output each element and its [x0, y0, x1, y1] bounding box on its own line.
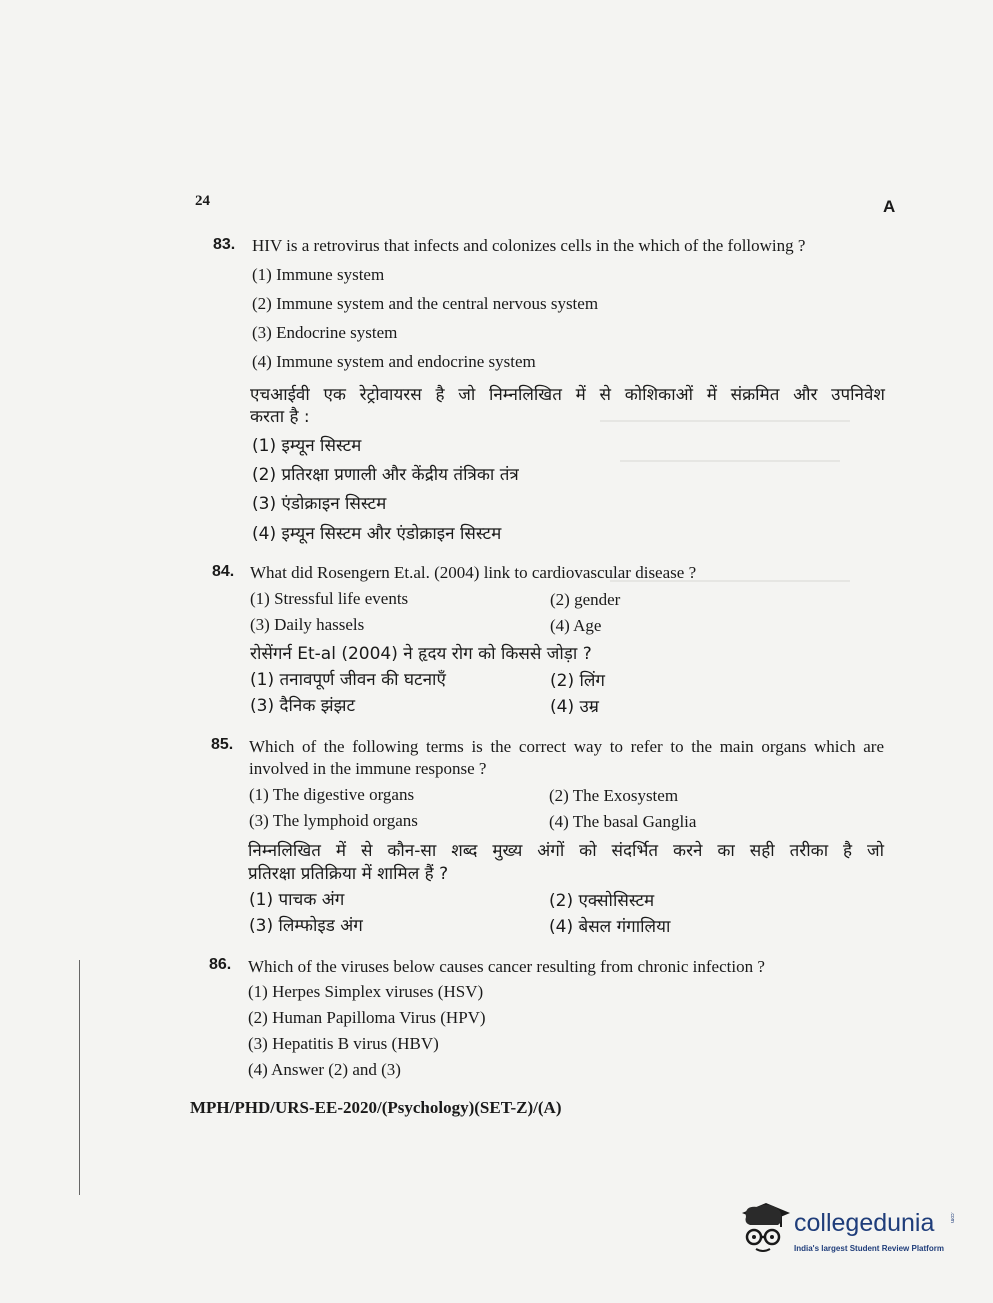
logo-domain: .com: [949, 1212, 955, 1223]
mascot-icon: [736, 1195, 794, 1257]
option-en-2: (2) Immune system and the central nervous system: [252, 294, 599, 313]
option-hi-1: (1) इम्यून सिस्टम: [252, 436, 362, 456]
option-hi-1: (1) तनावपूर्ण जीवन की घटनाएँ: [250, 670, 446, 690]
question-number: 86.: [209, 956, 232, 973]
bleed-through-mark: [620, 460, 840, 462]
option-en-3: (3) Daily hassels: [250, 615, 365, 634]
set-letter: A: [883, 197, 896, 216]
question-text-en: What did Rosengern Et.al. (2004) link to cardiovascular disease ?: [250, 563, 697, 582]
option-en-3: (3) The lymphoid organs: [249, 811, 418, 830]
question-number: 84.: [212, 563, 235, 580]
collegedunia-logo[interactable]: [736, 1195, 966, 1261]
option-hi-4: (4) बेसल गंगालिया: [549, 917, 671, 937]
option-en-4: (4) The basal Ganglia: [549, 812, 697, 831]
exam-code-footer: MPH/PHD/URS-EE-2020/(Psychology)(SET-Z)/(A): [190, 1098, 562, 1117]
question-text-en: Which of the viruses below causes cancer resulting from chronic infection ?: [248, 957, 765, 976]
option-en-1: (1) The digestive organs: [249, 785, 415, 804]
question-number: 85.: [211, 736, 234, 753]
option-en-3: (3) Endocrine system: [252, 323, 398, 342]
question-text-hi-line2: प्रतिरक्षा प्रतिक्रिया में शामिल हैं ?: [248, 864, 449, 884]
question-text-en-line2: involved in the immune response ?: [249, 759, 487, 778]
option-en-2: (2) Human Papilloma Virus (HPV): [248, 1008, 486, 1027]
option-hi-3: (3) एंडोक्राइन सिस्टम: [252, 494, 387, 514]
question-text-hi: रोसेंगर्न Et-al (2004) ने हृदय रोग को किससे जोड़ा ?: [250, 644, 592, 664]
option-en-2: (2) gender: [550, 590, 621, 609]
question-text-hi-line2: करता है :: [250, 407, 310, 427]
logo-wordmark: collegedunia: [794, 1209, 935, 1237]
option-hi-1: (1) पाचक अंग: [249, 890, 345, 910]
option-en-1: (1) Immune system: [252, 265, 385, 284]
option-hi-2: (2) एक्सोसिस्टम: [549, 891, 655, 911]
option-en-4: (4) Answer (2) and (3): [248, 1060, 401, 1079]
question-text-hi-line1: एचआईवी एक रेट्रोवायरस है जो निम्नलिखित में से कोशिकाओं में संक्रमित और उपनिवेश: [250, 385, 885, 405]
option-en-1: (1) Stressful life events: [250, 589, 409, 608]
logo-tagline: India's largest Student Review Platform: [794, 1244, 944, 1253]
option-en-2: (2) The Exosystem: [549, 786, 679, 805]
question-text-en-line1: Which of the following terms is the correct way to refer to the main organs which are: [249, 737, 884, 756]
option-hi-3: (3) लिम्फोइड अंग: [249, 916, 363, 936]
bleed-through-mark: [600, 420, 850, 422]
option-en-1: (1) Herpes Simplex viruses (HSV): [248, 982, 484, 1001]
question-number: 83.: [213, 236, 236, 253]
option-hi-2: (2) लिंग: [550, 671, 605, 691]
option-en-4: (4) Age: [550, 616, 602, 635]
option-en-4: (4) Immune system and endocrine system: [252, 352, 536, 371]
option-en-3: (3) Hepatitis B virus (HBV): [248, 1034, 439, 1053]
page-number: 24: [195, 193, 210, 209]
option-hi-2: (2) प्रतिरक्षा प्रणाली और केंद्रीय तंत्रिका तंत्र: [252, 465, 519, 485]
question-text-hi-line1: निम्नलिखित में से कौन-सा शब्द मुख्य अंगों को संदर्भित करने का सही तरीका है जो: [248, 841, 884, 861]
binding-margin-line: [79, 960, 80, 1195]
option-hi-4: (4) इम्यून सिस्टम और एंडोक्राइन सिस्टम: [252, 524, 502, 544]
option-hi-4: (4) उम्र: [550, 697, 599, 717]
question-text-en: HIV is a retrovirus that infects and colonizes cells in the which of the following ?: [252, 236, 806, 255]
option-hi-3: (3) दैनिक झंझट: [250, 696, 356, 716]
